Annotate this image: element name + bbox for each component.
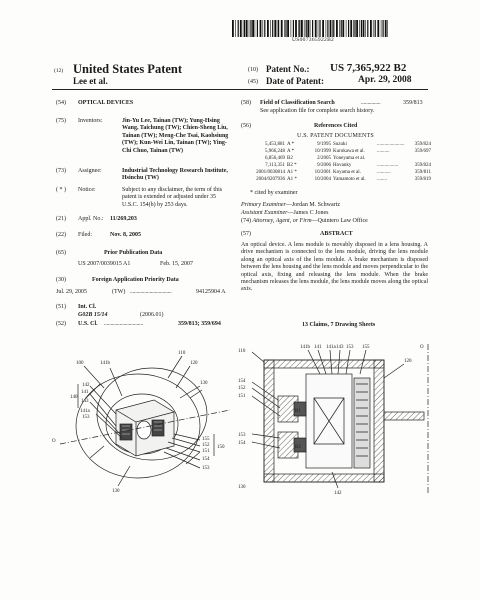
reference-dots: ...................... — [377, 142, 405, 147]
figure-label: 153 — [202, 466, 210, 471]
housing-wall-right — [374, 360, 384, 482]
reference-kind: B2 — [287, 156, 293, 161]
reference-date: 10/1999 — [314, 149, 331, 154]
reference-num: 5,453,881 — [265, 142, 285, 147]
figure-right — [234, 338, 434, 498]
foreign-country: (TW) — [112, 289, 126, 295]
refs-code: (56) — [241, 123, 251, 129]
barcode-bar — [322, 20, 324, 37]
intcl-class: G02B 15/14 — [78, 312, 108, 318]
figure-label: 143 — [336, 345, 344, 350]
barcode-bar — [267, 20, 269, 37]
barcode-bar — [318, 20, 319, 37]
foreign-code: (30) — [56, 277, 66, 283]
barcode-bar — [307, 20, 309, 37]
assistant-label: Assistant Examiner — [241, 210, 288, 216]
figure-label: 153 — [238, 433, 246, 438]
barcode-bar — [272, 20, 273, 37]
reference-kind: A * — [287, 149, 295, 154]
barcode-bar — [301, 20, 303, 37]
barcode-bar — [354, 20, 355, 37]
barcode-bar — [367, 20, 368, 37]
barcode-bar — [246, 20, 248, 37]
shaft — [384, 412, 424, 420]
patent-date: Apr. 29, 2008 — [358, 75, 412, 85]
barcode-bar — [310, 20, 311, 37]
reference-dots: ........ — [377, 177, 387, 182]
barcode-bar — [383, 20, 384, 37]
reference-dots: .......... — [377, 149, 390, 154]
patent-no: US 7,365,922 B2 — [330, 62, 407, 74]
lens-element — [137, 421, 151, 439]
barcode-bar — [332, 20, 333, 37]
reference-name: Suzuki — [333, 142, 347, 147]
inventors-text: Jin-Yu Lee, Tainan (TW); Yung-Hsing Wang, Taichung (TW); Chien-Sheng Liu, Tainan (TW); Meng-Che Tsai, Kaohsiung (TW); Kun-Wei Lin, Tainan (TW); Ying-Chi Chuo, Tainan (TW) — [122, 118, 229, 154]
barcode-bar — [377, 20, 379, 37]
reference-dots: ................. — [377, 163, 399, 168]
figure-label: 151 — [202, 449, 210, 454]
reference-date: 9/2006 — [317, 163, 331, 168]
barcode-bar — [232, 20, 234, 37]
reference-num: 7,113,351 — [265, 163, 285, 168]
barcode-bar — [281, 20, 283, 37]
abstract-heading: ABSTRACT — [320, 231, 353, 237]
assignee-label: Assignee: — [78, 168, 102, 174]
inventors-label: Inventors: — [78, 118, 103, 124]
reference-cls: 359/697 — [414, 149, 431, 154]
title-code: (54) — [56, 100, 66, 106]
reference-kind: A1 * — [287, 170, 297, 175]
figure-label: 151 — [238, 394, 246, 399]
notice-text: Subject to any disclaimer, the term of this patent is extended or adjusted under 35 U.S.C. 154(b) by 253 days. — [122, 187, 223, 208]
field-value: 359/813 — [403, 100, 423, 106]
barcode-bar — [287, 20, 289, 37]
figure-label: 153 — [346, 345, 354, 350]
barcode-bar — [385, 20, 387, 37]
prior-heading: Prior Publication Data — [104, 250, 163, 256]
barcode-bar — [356, 20, 358, 37]
barcode-bar — [348, 20, 349, 37]
barcode-bar — [250, 20, 251, 37]
primary-examiner — [241, 202, 340, 209]
figure-label: O — [52, 439, 56, 444]
barcode-bar — [370, 20, 372, 37]
barcode-bar — [326, 20, 327, 37]
figure-label: 100 — [76, 361, 84, 366]
filed-value: Nov. 8, 2005 — [110, 232, 142, 238]
barcode-bar — [342, 20, 344, 37]
uscl-value — [178, 321, 221, 328]
barcode-bar — [353, 20, 354, 37]
primary-label: Primary Examiner — [241, 202, 286, 208]
housing-wall-top — [264, 360, 384, 368]
reference-kind: B2 * — [287, 163, 297, 168]
drive-coil — [354, 378, 370, 468]
figure-label: 130 — [238, 485, 246, 490]
filed-label: Filed: — [78, 232, 93, 238]
attorney-code: (74) — [241, 218, 251, 224]
barcode-bar — [277, 20, 278, 37]
figure-label: 143 — [81, 399, 89, 404]
figure-label: O — [420, 345, 424, 350]
claims-line: 13 Claims, 7 Drawing Sheets — [302, 322, 376, 328]
reference-row — [241, 170, 431, 176]
reference-name: Yoneyama et al. — [333, 156, 366, 161]
barcode-bar — [298, 20, 299, 37]
reference-name: Yamamoto et al. — [333, 177, 366, 182]
barcode-bar — [240, 20, 242, 37]
figure-label: 130 — [112, 489, 120, 494]
barcode-bar — [291, 20, 292, 37]
figure-label: 154 — [238, 441, 246, 446]
barcode-bar — [315, 20, 317, 37]
intcl-code: (51) — [56, 304, 66, 310]
assignee-code: (73) — [56, 168, 66, 174]
figure-label: B2 — [295, 445, 301, 450]
figure-label: 155 — [202, 437, 210, 442]
filed-code: (22) — [56, 232, 66, 238]
date-label: Date of Patent: — [266, 76, 324, 86]
figure-label: 142 — [82, 383, 90, 388]
field-label: Field of Classification Search — [260, 100, 335, 106]
barcode-bar — [346, 20, 347, 37]
barcode-bar — [330, 20, 332, 37]
barcode-bar — [387, 20, 388, 37]
figure-label: 155 — [362, 345, 370, 350]
barcode-bar — [238, 20, 239, 37]
barcode-bar — [350, 20, 352, 37]
figure-label: 120 — [404, 359, 412, 364]
barcode-graphic — [232, 20, 390, 37]
barcode-bar — [243, 20, 244, 37]
barcode-bar — [363, 20, 365, 37]
reference-name: Hovanky — [333, 163, 352, 168]
barcode-number: US007365922B2 — [292, 37, 335, 43]
field-code: (58) — [241, 100, 251, 106]
barcode-bar — [249, 20, 250, 37]
figure-label: 154 — [202, 457, 210, 462]
code-12: (12) — [54, 68, 64, 74]
barcode-bar — [285, 20, 286, 37]
barcode-bar — [319, 20, 320, 37]
abstract-code: (57) — [241, 231, 251, 237]
figure-label: 110 — [178, 351, 186, 356]
barcode-bar — [306, 20, 307, 37]
barcode-bar — [381, 20, 382, 37]
barcode-bar — [336, 20, 338, 37]
barcode-bar — [295, 20, 297, 37]
barcode-bar — [284, 20, 285, 37]
reference-dots: ........... — [377, 170, 391, 175]
attorney-value: —Quintero Law Office — [311, 218, 368, 224]
figure-label: 142 — [334, 491, 342, 496]
field-note: See application file for complete search history. — [260, 108, 375, 114]
figure-left — [50, 338, 240, 498]
figure-label: 141 — [314, 345, 322, 350]
barcode-bar — [270, 20, 271, 37]
uscl-code: (52) — [56, 321, 66, 327]
barcode-bar — [327, 20, 328, 37]
invention-title: OPTICAL DEVICES — [78, 100, 134, 106]
barcode-bar — [293, 20, 294, 37]
barcode-bar — [304, 20, 305, 37]
brake-block-right — [152, 420, 164, 436]
prior-code: (65) — [56, 250, 66, 256]
barcode-bar — [333, 20, 334, 37]
figure-label: 120 — [190, 361, 198, 366]
reference-date: 10/2004 — [314, 177, 331, 182]
housing-wall-bottom — [264, 474, 384, 482]
reference-kind: A * — [287, 142, 295, 147]
barcode-bar — [260, 20, 262, 37]
assistant-value: —James C Jones — [287, 210, 329, 216]
appl-label: Appl. No.: — [78, 216, 104, 222]
figure-label: 141b — [100, 361, 110, 366]
reference-row — [241, 156, 431, 162]
assistant-examiner — [241, 210, 329, 217]
figure-label: 154 — [238, 379, 246, 384]
attorney-label: Attorney, Agent, or Firm — [252, 218, 312, 224]
housing-wall-left — [264, 360, 274, 482]
prior-number: US 2007/0039015 A1 — [78, 261, 131, 267]
reference-row — [241, 142, 431, 148]
barcode-bar — [312, 20, 313, 37]
code-45: (45) — [248, 79, 258, 85]
barcode-bar — [278, 20, 279, 37]
figure-label: 141a — [326, 345, 336, 350]
reference-num: 5,966,248 — [265, 149, 285, 154]
foreign-heading: Foreign Application Priority Data — [92, 277, 179, 283]
figure-label: 140 — [70, 395, 78, 400]
reference-row — [241, 163, 431, 169]
uscl-label: U.S. Cl. — [78, 321, 98, 327]
barcode-bar — [361, 20, 362, 37]
barcode-bar — [341, 20, 342, 37]
barcode-bar — [375, 20, 376, 37]
barcode-bar — [252, 20, 254, 37]
reference-cls: 359/811 — [414, 170, 431, 175]
reference-cls: 359/819 — [414, 177, 431, 182]
barcode-bar — [299, 20, 300, 37]
patent-title: United States Patent — [73, 62, 183, 76]
figure-label: B1 — [295, 409, 301, 414]
intcl-label: Int. Cl. — [78, 304, 97, 310]
reference-date: 9/1995 — [317, 142, 331, 147]
barcode-bar — [264, 20, 265, 37]
reference-name: Koyama et al. — [333, 170, 361, 175]
barcode-bar — [257, 20, 258, 37]
barcode-bar — [274, 20, 276, 37]
reference-cls: 359/824 — [414, 142, 431, 147]
refs-heading: References Cited — [314, 123, 358, 129]
assignee-text: Industrial Technology Research Institute, Hsinchu (TW) — [122, 168, 228, 182]
barcode-bar — [373, 20, 374, 37]
uscl-value-text: 359/813; 359/694 — [178, 321, 221, 327]
figure-label: 130 — [200, 381, 208, 386]
patent-no-label: Patent No.: — [266, 64, 310, 74]
figure-label: 152 — [238, 386, 246, 391]
barcode-bar — [255, 20, 256, 37]
reference-kind: A1 * — [287, 177, 297, 182]
header-rule — [52, 89, 428, 90]
appl-code: (21) — [56, 216, 66, 222]
figure-label: 152 — [202, 443, 210, 448]
reference-row — [241, 149, 431, 155]
cited-note: * cited by examiner — [250, 190, 298, 196]
figure-label: 110 — [238, 349, 246, 354]
figure-label: 141b — [300, 345, 310, 350]
reference-cls: 359/824 — [414, 163, 431, 168]
reference-num: 2004/0207936 — [256, 177, 285, 182]
barcode-bar — [359, 20, 360, 37]
notice-code: ( * ) — [56, 187, 66, 193]
figure-label: 141 — [81, 390, 89, 395]
figure-label: 141a — [80, 409, 90, 414]
barcode-bar — [235, 20, 236, 37]
reference-num: 2001/0030814 — [256, 170, 285, 175]
barcode-bar — [244, 20, 245, 37]
reference-num: 6,856,469 — [265, 156, 285, 161]
reference-name: Kurokawa et al. — [333, 149, 365, 154]
reference-row — [241, 177, 431, 183]
refs-subheading: U.S. PATENT DOCUMENTS — [297, 133, 374, 139]
foreign-date: Jul. 29, 2005 — [56, 289, 88, 295]
reference-date: 10/2001 — [314, 170, 331, 175]
prior-date: Feb. 15, 2007 — [160, 261, 193, 267]
abstract-text: An optical device. A lens module is movably disposed in a lens housing. A drive mechanism is connected to the lens module, driving the lens module along an optical axis of the lens module. A brake mechanism is disposed between the lens housing and the lens module and moves perpendicular to the optical axis, fixing and releasing the lens module. When the brake mechanism releases the lens module, the lens module moves along the optical axis. — [241, 242, 428, 293]
notice-label: Notice: — [78, 187, 96, 193]
appl-value: 11/269,203 — [110, 216, 137, 222]
barcode-bar — [339, 20, 340, 37]
intcl-year: (2006.01) — [140, 312, 164, 318]
barcode-bar — [263, 20, 264, 37]
figure-label: 153 — [82, 415, 90, 420]
attorney-line — [241, 218, 368, 225]
foreign-number: 94125904 A — [196, 289, 226, 295]
barcode-bar — [365, 20, 366, 37]
foreign-dots: ................................ — [130, 289, 172, 295]
figure-label: 150 — [217, 445, 225, 450]
code-10: (10) — [248, 67, 258, 73]
uscl-dots: .............................. — [104, 321, 144, 327]
primary-value: —Jordan M. Schwartz — [285, 202, 340, 208]
inventors-short: Lee et al. — [73, 76, 108, 86]
reference-date: 2/2005 — [317, 156, 331, 161]
inventors-code: (75) — [56, 118, 66, 124]
field-dots: ............... — [361, 100, 381, 106]
